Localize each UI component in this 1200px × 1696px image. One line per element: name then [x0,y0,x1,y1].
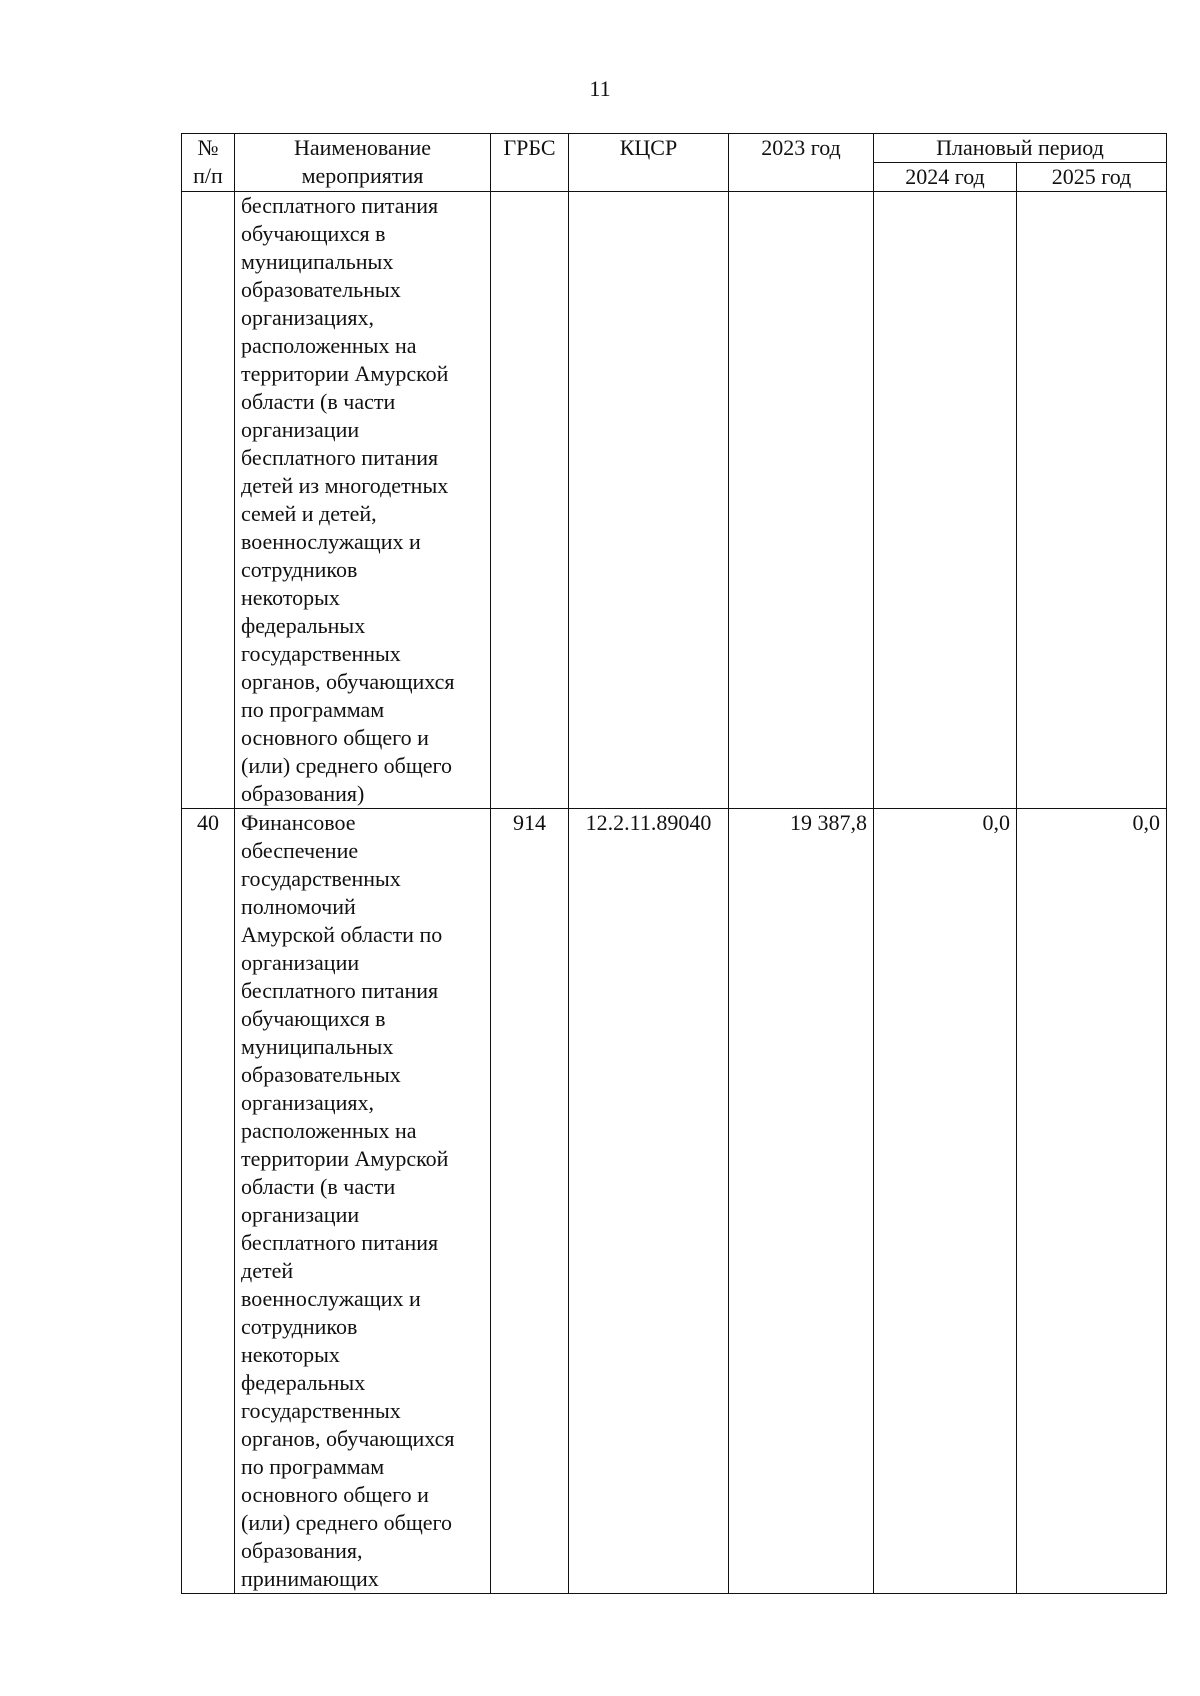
cell-year-2023: 19 387,8 [729,809,874,1594]
header-grbs: ГРБС [491,134,569,192]
cell-num [182,192,235,809]
header-name-line1: Наименование [293,135,432,160]
header-name [235,134,491,192]
cell-grbs [491,192,569,809]
header-num-line1: № [197,135,219,160]
header-year-2025: 2025 год [1017,163,1167,192]
header-num-line2: п/п [193,163,223,188]
header-name-line2: мероприятия [301,163,424,188]
table-row [182,809,1167,1594]
cell-num: 40 [182,809,235,1594]
budget-table [181,133,1167,1594]
header-year-2023: 2023 год [729,134,874,192]
cell-name: бесплатного питания обучающихся в муниципальных образовательных организациях, расположенных на территории Амурской области (в части организации бесплатного питания детей из многодетных семей и детей, военнослужащих и сотрудников некоторых федеральных государственных органов, обучающихся по программам основного общего и (или) среднего общего образования) [235,192,491,809]
cell-year-2023 [729,192,874,809]
cell-grbs: 914 [491,809,569,1594]
cell-year-2025: 0,0 [1017,809,1167,1594]
header-kcsr: КЦСР [569,134,729,192]
cell-year-2025 [1017,192,1167,809]
header-num [182,134,235,192]
header-year-2024: 2024 год [874,163,1017,192]
header-planned-period: Плановый период [874,134,1167,163]
cell-year-2024 [874,192,1017,809]
cell-kcsr [569,192,729,809]
cell-year-2024: 0,0 [874,809,1017,1594]
cell-kcsr: 12.2.11.89040 [569,809,729,1594]
table-row [182,192,1167,809]
cell-name: Финансовое обеспечение государственных полномочий Амурской области по организации бесплатного питания обучающихся в муниципальных образовательных организациях, расположенных на территории Амурской области (в части организации бесплатного питания детей военнослужащих и сотрудников некоторых федеральных государственных органов, обучающихся по программам основного общего и (или) среднего общего образования, принимающих [235,809,491,1594]
page-number: 11 [589,76,611,101]
